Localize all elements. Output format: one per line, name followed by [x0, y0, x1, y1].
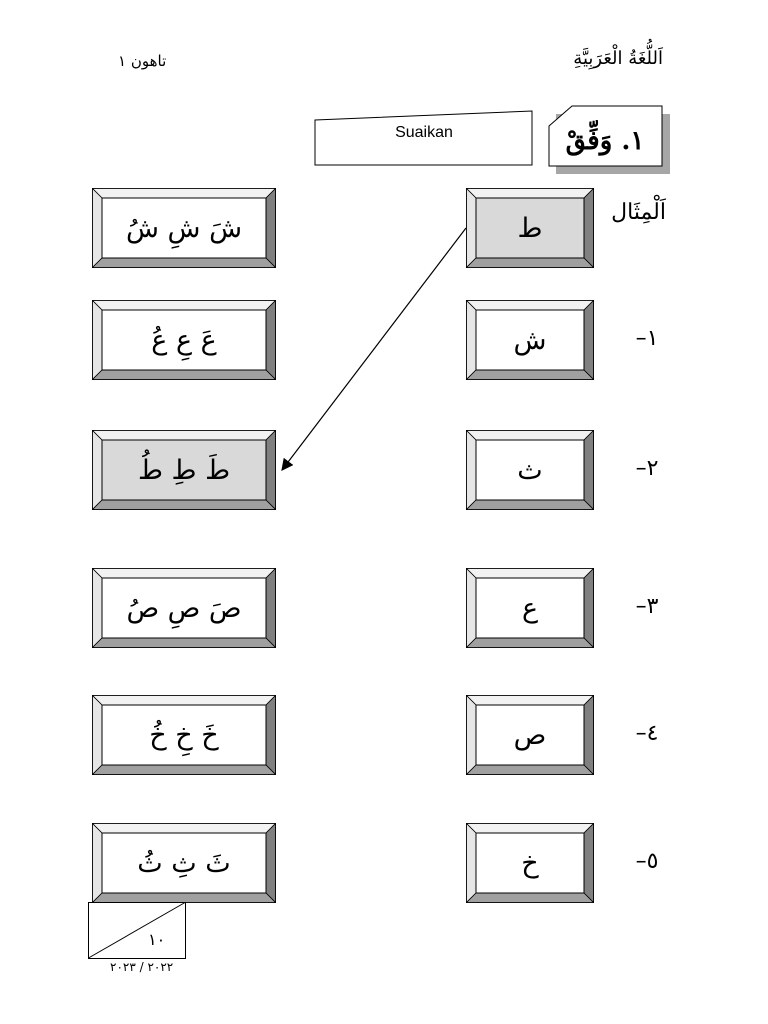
letter: ط: [517, 212, 543, 244]
letter: خ: [521, 847, 539, 879]
page-number-box: [88, 902, 188, 960]
question-number: ٣–: [635, 594, 659, 619]
header-left-text: تاهون ١: [118, 52, 167, 70]
letter: ش: [513, 324, 547, 356]
letter: ث: [517, 454, 543, 486]
answer-syllables: عَ عِ عُ: [151, 324, 217, 356]
answer-syllables: شَ شِ شُ: [125, 212, 243, 244]
question-number: ١–: [635, 326, 659, 351]
question-number: ٢–: [635, 456, 659, 481]
letter: ع: [521, 592, 539, 624]
instruction-text: Suaikan: [395, 124, 453, 141]
letter: ص: [513, 719, 547, 751]
answer-syllables: طَ طِ طُ: [137, 454, 231, 486]
header-subject-title: اَللُّغَةُ الْعَرَبِيَّةِ: [573, 48, 663, 69]
page-number: ١٠: [148, 930, 166, 949]
page-number-frame: [88, 902, 188, 960]
academic-year: ٢٠٢٢ / ٢٠٢٣: [110, 960, 174, 974]
answer-syllables: خَ خِ خُ: [149, 719, 219, 751]
answer-syllables: ثَ ثِ ثُ: [137, 847, 231, 879]
example-label: اَلْمِثَال: [611, 200, 666, 225]
answer-syllables: صَ صِ صُ: [126, 592, 242, 624]
exercise-title: ١. وَفِّقْ: [565, 126, 645, 156]
question-number: ٤–: [635, 721, 659, 746]
question-number: ٥–: [635, 849, 659, 874]
